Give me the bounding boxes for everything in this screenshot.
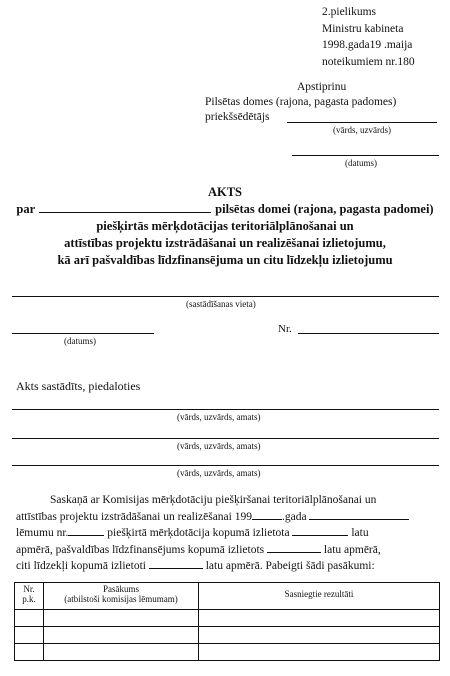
date-caption: (datums)	[64, 336, 96, 346]
measures-table	[14, 582, 440, 661]
participant-caption-2: (vārds, uzvārds, amats)	[177, 441, 261, 451]
paragraph-text: citi līdzekļi kopumā izlietoti	[16, 560, 146, 572]
municipality-blank[interactable]	[39, 201, 211, 213]
paragraph-line-2	[16, 509, 438, 526]
annex-line-1: 2.pielikums	[322, 6, 376, 18]
annex-line-4: noteikumiem nr.180	[322, 55, 415, 68]
approval-chairman-row	[205, 110, 445, 126]
paragraph-text: attīstības projektu izstrādāšanai un realizēšanai 199	[16, 510, 252, 523]
title-line-1	[0, 201, 450, 218]
table-cell[interactable]	[44, 644, 199, 661]
table-header-row	[15, 583, 440, 610]
col-number-header-line-2: p.k.	[22, 594, 36, 604]
participant-line-3[interactable]	[12, 465, 439, 466]
approval-date-caption: (datums)	[345, 158, 377, 168]
participant-line-2[interactable]	[12, 438, 439, 439]
col-measure-header-line-1: Pasākums	[103, 584, 139, 594]
table-row	[15, 627, 440, 644]
paragraph-line-4	[16, 542, 438, 559]
title-par: par	[16, 202, 36, 216]
title-line-1-rest: pilsētas domei (rajona, pagasta padomei)	[215, 202, 434, 216]
table-cell[interactable]	[15, 610, 44, 627]
participant-line-1[interactable]	[12, 409, 439, 410]
col-number-header-line-1: Nr.	[23, 584, 35, 594]
place-line[interactable]	[12, 296, 439, 297]
table-cell[interactable]	[44, 610, 199, 627]
annex-line-3: 1998.gada19 .maija	[322, 39, 413, 51]
table-cell[interactable]	[199, 610, 440, 627]
paragraph-line-3	[16, 525, 438, 542]
number-label: Nr.	[278, 323, 292, 335]
paragraph-text: latu apmērā. Pabeigti šādi pasākumi:	[205, 560, 375, 572]
chairman-signature-line[interactable]	[287, 122, 437, 123]
title-heading: AKTS	[207, 185, 243, 199]
paragraph-text: apmērā, pašvaldības līdzfinansējums kopumā izlietots	[16, 543, 265, 556]
col-results-header-text: Sasniegtie rezultāti	[284, 589, 354, 599]
place-caption: (sastādīšanas vieta)	[186, 299, 256, 309]
approval-date-line[interactable]	[292, 155, 439, 156]
approval-block	[205, 80, 445, 126]
participant-caption-3: (vārds, uzvārds, amats)	[177, 468, 261, 478]
annex-line-2: Ministru kabineta	[322, 22, 404, 35]
table-cell[interactable]	[199, 644, 440, 661]
year-blank[interactable]	[252, 509, 282, 520]
paragraph-line-5	[16, 558, 438, 575]
decision-number-blank[interactable]	[68, 525, 104, 536]
table-cell[interactable]	[199, 627, 440, 644]
paragraph-line-1: Saskaņā ar Komisijas mērķdotāciju piešķiršanai teritoriālplānošanai un	[50, 494, 377, 506]
title-line-2: piešķirtās mērķdotācijas teritoriālplānošanai un	[96, 219, 354, 233]
approval-chairman-label: priekšsēdētājs	[205, 111, 270, 123]
other-funds-amount-blank[interactable]	[149, 558, 203, 569]
cofinancing-amount-blank[interactable]	[267, 542, 321, 553]
approval-institution: Pilsētas domes (rajona, pagasta padomes)	[205, 96, 397, 108]
table-cell[interactable]	[15, 627, 44, 644]
paragraph-text: .gada	[282, 510, 307, 523]
col-results-header	[199, 583, 440, 610]
composed-label: Akts sastādīts, piedaloties	[16, 379, 141, 393]
grant-amount-blank[interactable]	[292, 525, 348, 536]
paragraph-text: latu	[351, 527, 369, 539]
date-blank[interactable]	[309, 509, 409, 520]
body-paragraph	[16, 492, 438, 575]
table-row	[15, 644, 440, 661]
number-line[interactable]	[298, 333, 439, 334]
approval-word: Apstiprinu	[297, 81, 347, 93]
table-cell[interactable]	[15, 644, 44, 661]
col-measure-header-line-2: (atbilstoši komisijas lēmumam)	[64, 594, 178, 604]
document-title	[0, 184, 450, 269]
title-line-4: kā arī pašvaldības līdzfinansējuma un citu līdzekļu izlietojumu	[57, 253, 393, 267]
paragraph-text: lēmumu nr.	[16, 527, 69, 539]
date-line[interactable]	[12, 333, 154, 334]
col-measure-header	[44, 583, 199, 610]
col-number-header	[15, 583, 44, 610]
title-line-3: attīstības projektu izstrādāšanai un realizēšanai izlietojumu,	[64, 236, 386, 250]
annex-header	[322, 4, 415, 70]
table-row	[15, 610, 440, 627]
chairman-name-caption: (vārds, uzvārds)	[333, 125, 391, 135]
table-cell[interactable]	[44, 627, 199, 644]
paragraph-text: latu apmērā,	[323, 543, 381, 556]
paragraph-text: piešķirtā mērķdotācija kopumā izlietota	[107, 527, 290, 539]
participant-caption-1: (vārds, uzvārds, amats)	[177, 412, 261, 422]
